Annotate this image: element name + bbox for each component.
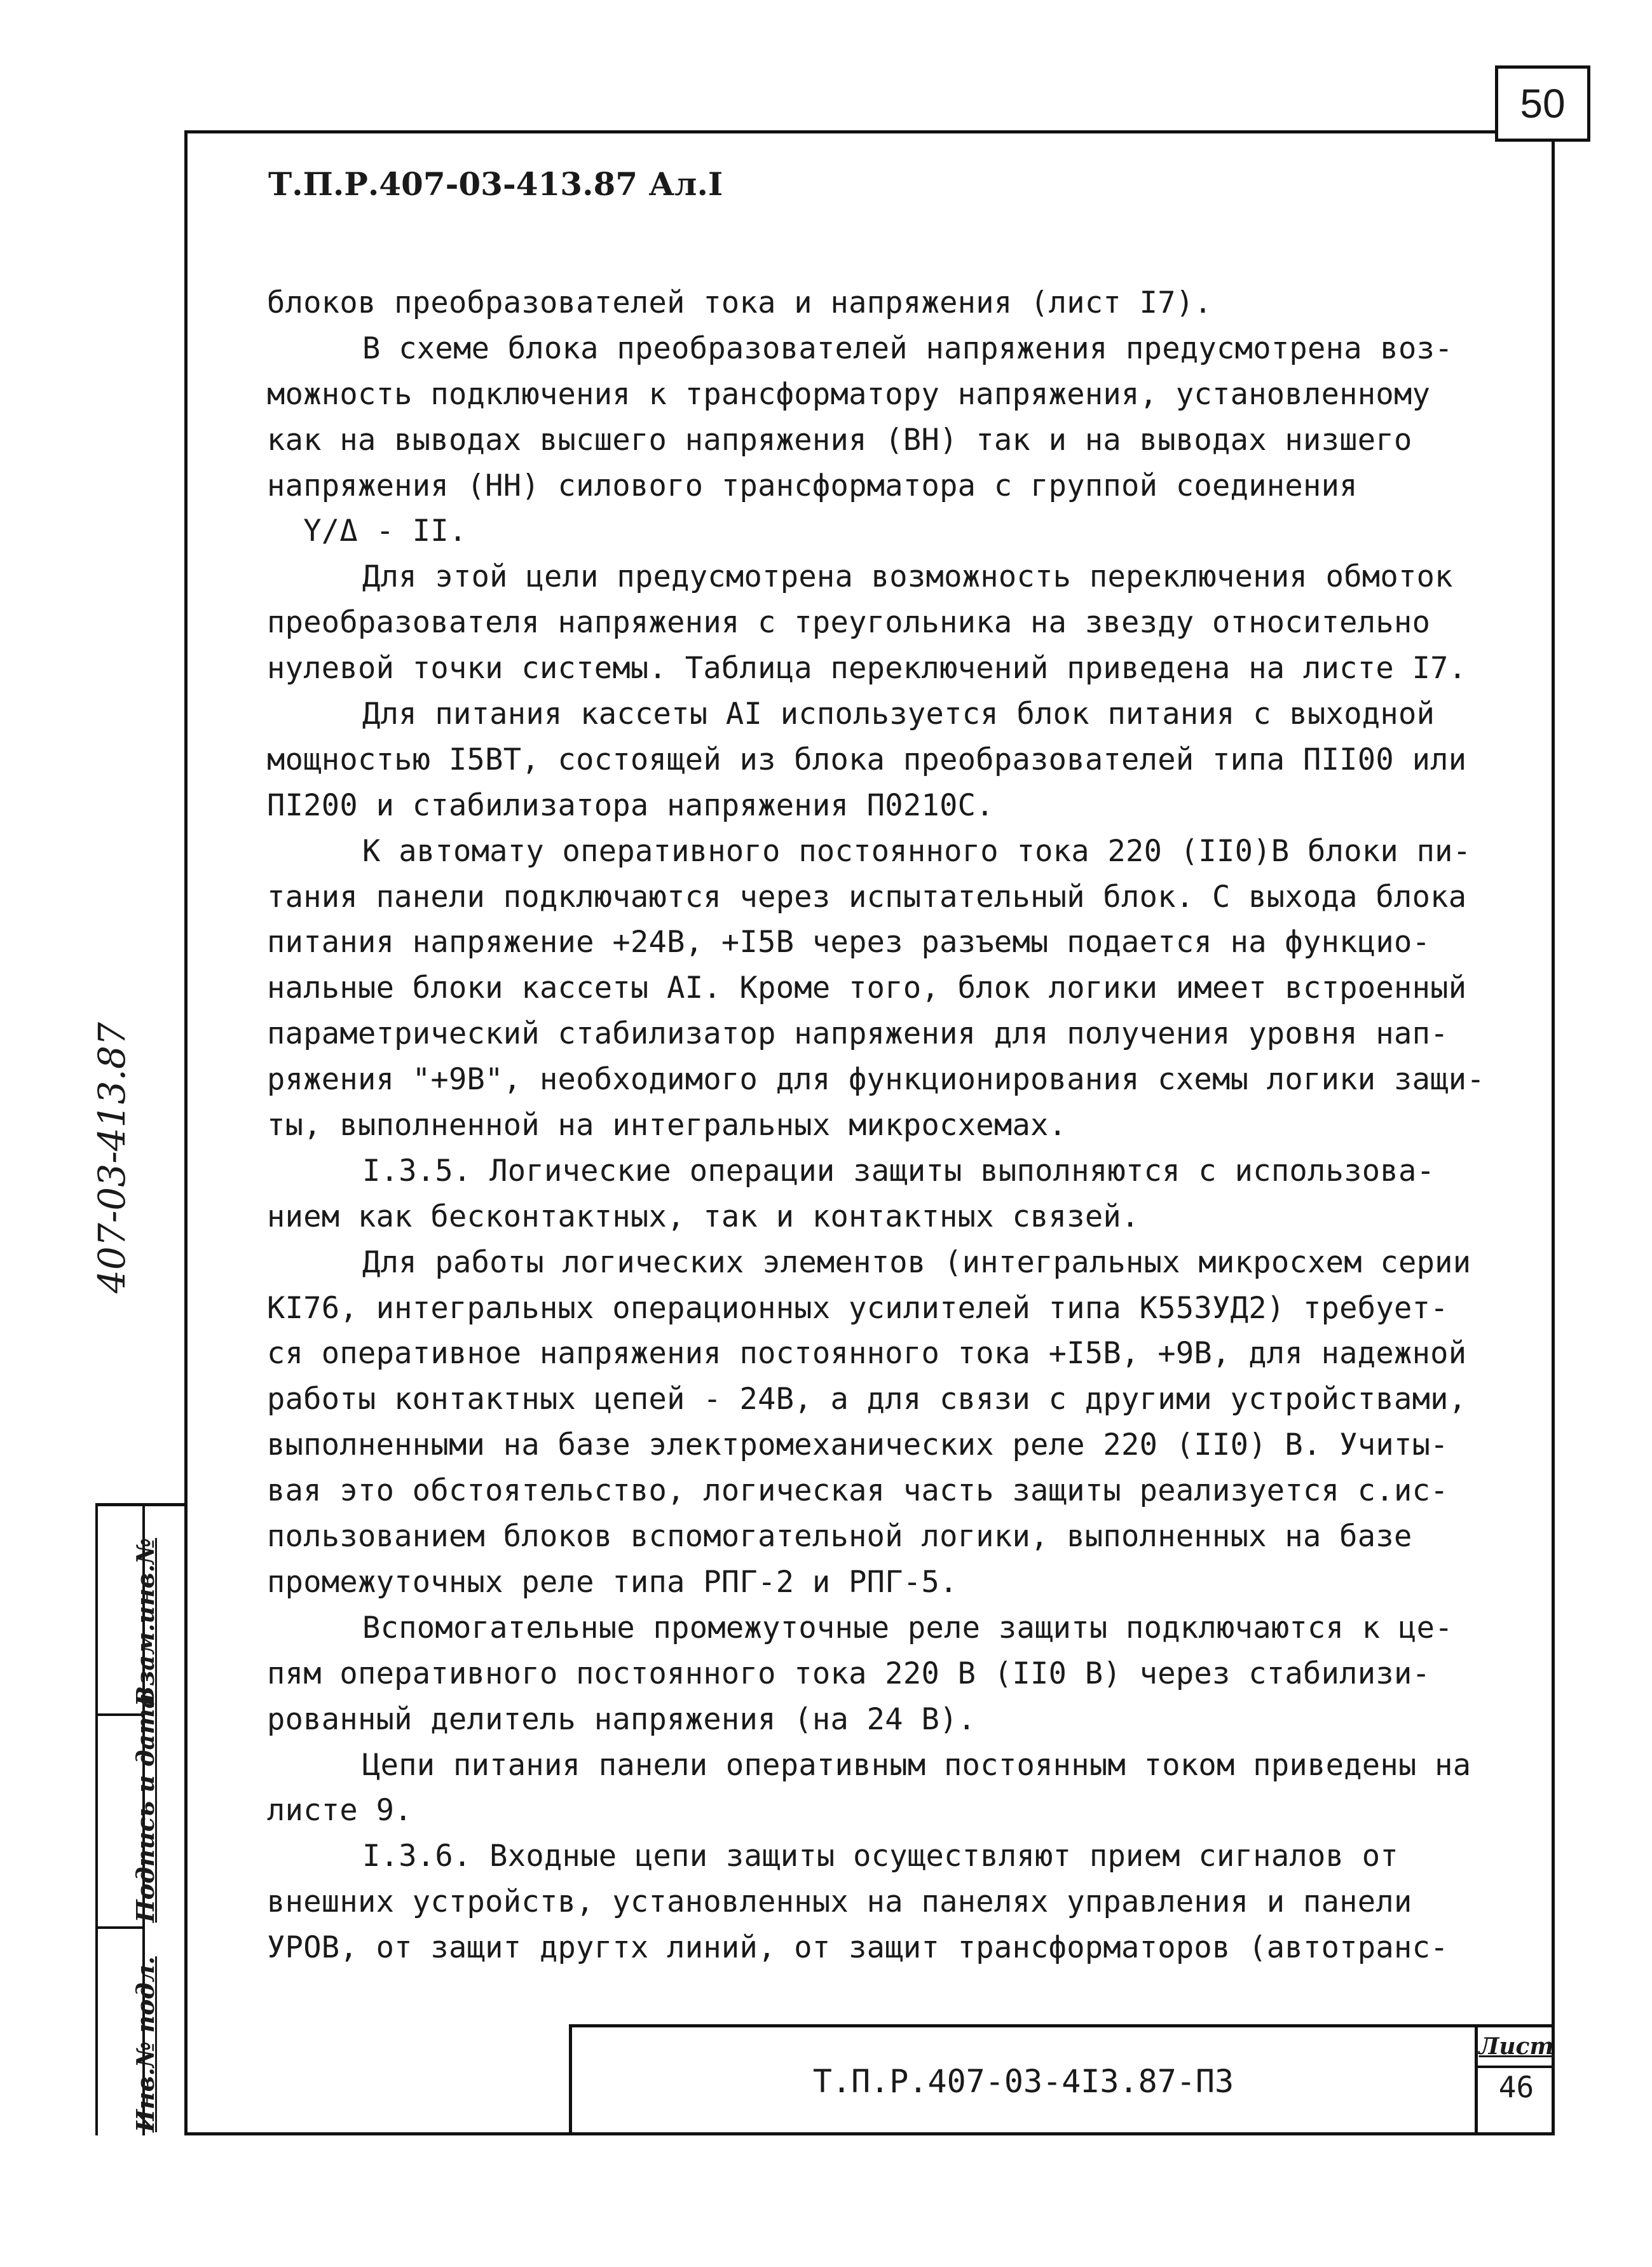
text-line: Для этой цели предусмотрена возможность переключения обмоток [362, 559, 1453, 595]
text-line: I.3.5. Логические операции защиты выполняются с использова- [362, 1153, 1435, 1188]
text-line: ПI200 и стабилизатора напряжения П0210С. [267, 787, 994, 823]
text-line: блоков преобразователей тока и напряжения (лист I7). [267, 285, 1213, 320]
text-line: нулевой точки системы. Таблица переключений приведена на листе I7. [267, 651, 1467, 686]
text-line: ряжения "+9В", необходимого для функционирования схемы логики защи- [267, 1062, 1485, 1098]
text-line: К автомату оперативного постоянного тока 220 (II0)В блоки пи- [362, 833, 1471, 869]
stamp-label-signature: Подпись и дата [131, 1692, 160, 1923]
text-line: пям оперативного постоянного тока 220 В (II0 В) через стабилизи- [267, 1656, 1431, 1691]
stamp-label-inventory: Инв.№ подл. [131, 1956, 160, 2132]
text-line: работы контактных цепей - 24В, а для связи с другими устройствами, [267, 1382, 1467, 1417]
text-line: Для работы логических элементов (интегральных микросхем серии [362, 1244, 1471, 1280]
text-line: нальные блоки кассеты АI. Кроме того, блок логики имеет встроенный [267, 970, 1467, 1006]
approval-stamp-strip [95, 1503, 184, 2135]
text-line: внешних устройств, установленных на панелях управления и панели [267, 1884, 1412, 1920]
title-block [569, 2024, 1555, 2135]
text-line: Y/Δ - II. [267, 514, 467, 549]
text-line: промежуточных реле типа РПГ-2 и РПГ-5. [267, 1564, 958, 1600]
text-line: параметрический стабилизатор напряжения для получения уровня нап- [267, 1016, 1449, 1052]
stamp-label-replacement: Взам.инв.№ [131, 1537, 160, 1706]
text-line: УРОВ, от защит другтх линий, от защит трансформаторов (автотранс- [267, 1930, 1449, 1966]
text-line: выполненными на базе электромеханических реле 220 (II0) В. Учиты- [267, 1427, 1449, 1463]
body-text [267, 280, 1532, 1971]
sheet-label: Лист [1478, 2027, 1555, 2068]
handwritten-side-note: 407-03-413.87 [90, 1022, 133, 1293]
document-header: Т.П.Р.407-03-413.87 Ал.I [268, 165, 723, 203]
page-number: 50 [1495, 65, 1590, 142]
text-line: напряжения (НН) силового трансформатора с группой соединения [267, 468, 1358, 503]
text-line: Для питания кассеты АI используется блок питания с выходной [362, 697, 1435, 732]
text-line: Цепи питания панели оперативным постоянным током приведены на [362, 1747, 1471, 1783]
text-line: питания напряжение +24В, +I5В через разъемы подается на функцио- [267, 925, 1431, 960]
text-line: КI76, интегральных операционных усилителей типа К553УД2) требует- [267, 1290, 1449, 1326]
text-line: как на выводах высшего напряжения (ВН) так и на выводах низшего [267, 422, 1412, 458]
text-line: можность подключения к трансформатору напряжения, установленному [267, 376, 1431, 412]
text-line: Вспомогательные промежуточные реле защиты подключаются к це- [362, 1610, 1453, 1645]
text-line: пользованием блоков вспомогательной логики, выполненных на базе [267, 1519, 1412, 1555]
text-line: рованный делитель напряжения (на 24 В). [267, 1701, 976, 1737]
text-line: В схеме блока преобразователей напряжения предусмотрена воз- [362, 330, 1453, 366]
document-code: Т.П.Р.407-03-4I3.87-ПЗ [812, 2063, 1234, 2100]
text-line: вая это обстоятельство, логическая часть защиты реализуется с.ис- [267, 1473, 1449, 1509]
text-line: тания панели подключаются через испытательный блок. С выхода блока [267, 879, 1467, 915]
text-line: ся оперативное напряжения постоянного тока +I5В, +9В, для надежной [267, 1336, 1467, 1372]
text-line: мощностью I5ВТ, состоящей из блока преобразователей типа ПII00 или [267, 742, 1467, 777]
text-line: нием как бесконтактных, так и контактных связей. [267, 1199, 1140, 1234]
text-line: преобразователя напряжения с треугольника на звезду относительно [267, 605, 1431, 641]
sheet-cell [1475, 2027, 1555, 2135]
sheet-number: 46 [1498, 2070, 1534, 2104]
text-line: листе 9. [267, 1793, 413, 1828]
text-line: ты, выполненной на интегральных микросхемах. [267, 1108, 1067, 1143]
text-line: I.3.6. Входные цепи защиты осуществляют прием сигналов от [362, 1839, 1398, 1874]
